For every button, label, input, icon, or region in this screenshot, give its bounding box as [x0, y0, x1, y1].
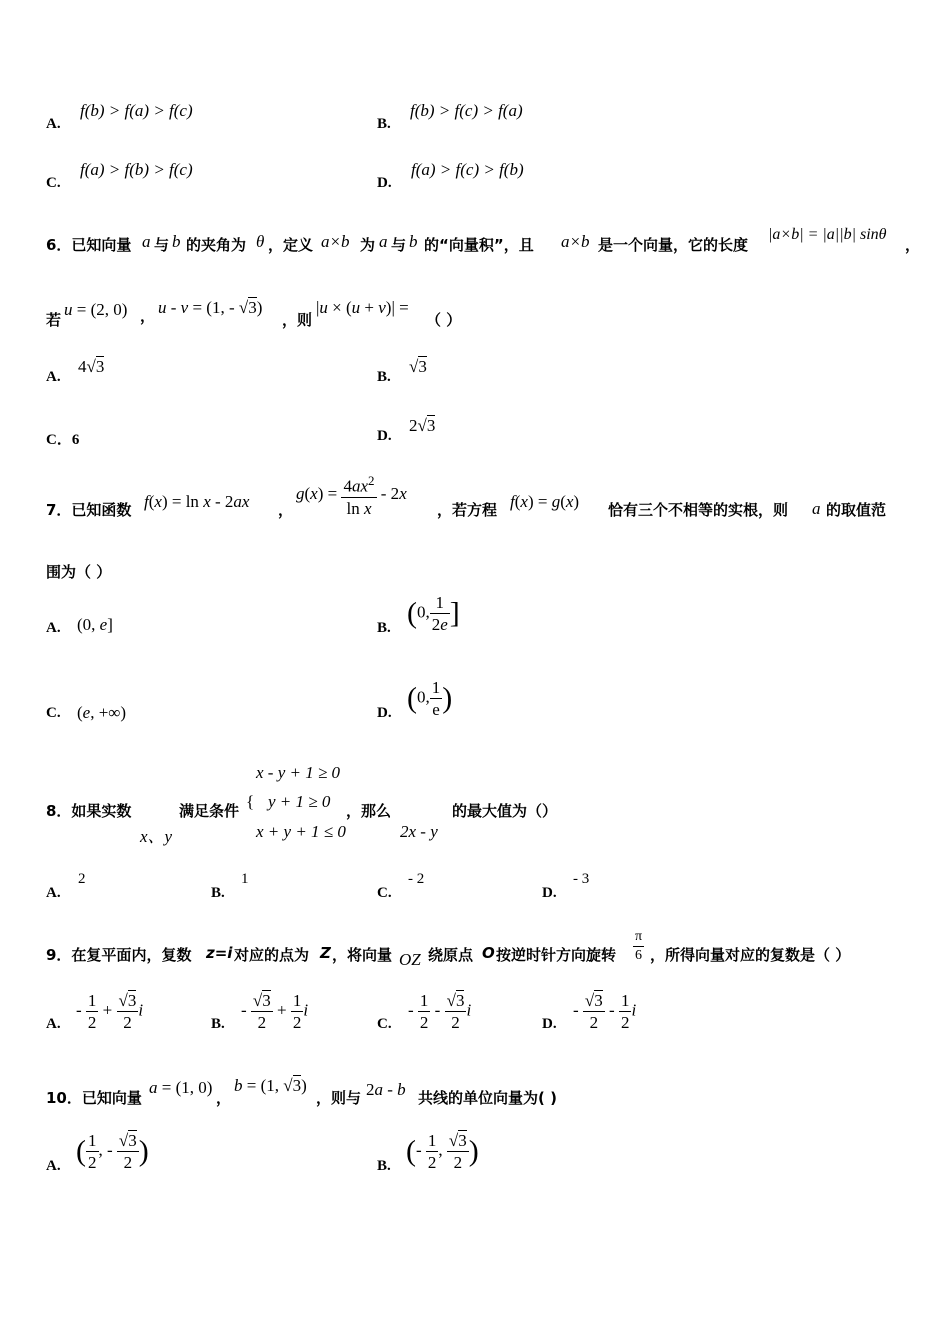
- q9-text: 对应的点为: [234, 946, 310, 964]
- option-label: B.: [211, 1016, 225, 1032]
- option-expr: √3: [409, 357, 427, 376]
- math-var-a: a: [379, 232, 388, 251]
- math-target: 2x - y: [400, 822, 438, 841]
- math-u-def: u = (2, 0): [64, 300, 128, 319]
- option-expr: f(b) > f(a) > f(c): [80, 101, 193, 120]
- math-equation: f(x) = g(x): [510, 492, 580, 511]
- math-cross: a×b: [321, 232, 350, 251]
- option-label: D.: [542, 885, 557, 901]
- q9-text: 9．在复平面内，复数: [46, 946, 192, 964]
- q6-text: 的“向量积”，且: [424, 236, 534, 254]
- math-z: z=i: [206, 944, 233, 962]
- option-label: A.: [46, 620, 61, 636]
- q10-text: 共线的单位向量为( ): [418, 1089, 557, 1107]
- option-expr: (0, $\frac{1}{2e}$ ]: [407, 593, 460, 634]
- option-label: A.: [46, 116, 61, 132]
- q6-text: 与: [391, 236, 407, 254]
- option-expr: - $\frac{√3}{2}$ - $\frac{1}{2}$ i: [573, 991, 637, 1032]
- option-label: C.: [377, 885, 392, 901]
- q10-text: 10．已知向量: [46, 1089, 142, 1107]
- math-2a-minus-b: 2a - b: [366, 1080, 406, 1099]
- q7-text: 恰有三个不相等的实根，则: [608, 501, 789, 519]
- math-vector-oz: OZ: [399, 950, 421, 969]
- math-length-def: |a×b| = |a||b| sinθ: [768, 226, 887, 243]
- q6-text: 6．已知向量: [46, 236, 132, 254]
- q6-text: 与: [154, 236, 170, 254]
- math-var-theta: θ: [256, 232, 265, 251]
- option-label: B.: [377, 116, 391, 132]
- q6-text: 若: [46, 311, 62, 329]
- option-expr: ( $\frac{1}{2}$ , - $\frac{√3}{2}$ ): [76, 1131, 149, 1172]
- option-label: A.: [46, 1016, 61, 1032]
- q6-text: ，: [905, 236, 921, 254]
- q6-paren: （ ）: [426, 311, 462, 329]
- math-var-a: a: [812, 499, 821, 518]
- q8-text: 8．如果实数: [46, 802, 132, 820]
- math-b-def: b = (1, √3): [234, 1076, 307, 1095]
- option-expr: f(b) > f(c) > f(a): [410, 101, 523, 120]
- q9-text: ，所得向量对应的复数是（ ）: [650, 946, 851, 964]
- math-var-b: b: [172, 232, 181, 251]
- option-expr: 2: [78, 871, 86, 887]
- math-vars: x、y: [140, 827, 173, 846]
- math-pi-over-6: $\frac{\pi}{6}$: [635, 929, 643, 963]
- math-var-a: a: [142, 232, 151, 251]
- q6-text: 的夹角为: [186, 236, 247, 254]
- option-label: A.: [46, 885, 61, 901]
- q6-text: ，则: [282, 311, 313, 329]
- option-expr: (e, +∞): [77, 703, 127, 722]
- math-cond-3: x + y + 1 ≤ 0: [256, 822, 346, 841]
- q9-text: 绕原点: [428, 946, 474, 964]
- q10-text: ，则与: [316, 1089, 362, 1107]
- math-var-b: b: [409, 232, 418, 251]
- math-O: O: [482, 944, 495, 962]
- option-label: D.: [377, 175, 392, 191]
- option-expr: - 2: [408, 871, 425, 887]
- option-expr: f(a) > f(c) > f(b): [411, 160, 524, 179]
- option-expr: (- $\frac{1}{2}$ , $\frac{√3}{2}$ ): [406, 1131, 479, 1172]
- option-label: D.: [542, 1016, 557, 1032]
- q7-text: ，若方程: [437, 501, 498, 519]
- q7-text: 7．已知函数: [46, 501, 132, 519]
- math-a-def: a = (1, 0): [149, 1078, 213, 1097]
- option-expr: - $\frac{1}{2}$ + $\frac{√3}{2}$ i: [76, 991, 144, 1032]
- option-expr: 4√3: [78, 357, 105, 376]
- option-expr: 2√3: [409, 416, 436, 435]
- option-expr: - $\frac{√3}{2}$ + $\frac{1}{2}$ i: [241, 991, 309, 1032]
- option-expr: (0, e]: [77, 615, 113, 634]
- q8-text: ，那么: [346, 802, 392, 820]
- option-label: C.: [46, 705, 61, 721]
- option-expr: - 3: [573, 871, 590, 887]
- option-expr: (0, $\frac{1}{e}$ ): [407, 678, 453, 719]
- q9-text: 按逆时针方向旋转: [496, 946, 617, 964]
- math-cond-1: x - y + 1 ≥ 0: [256, 763, 341, 782]
- q6-text: ，: [140, 307, 156, 325]
- option-label: D.: [377, 428, 392, 444]
- option-label: B.: [377, 1158, 391, 1174]
- q6-text: 为: [360, 236, 376, 254]
- q10-text: ，: [216, 1089, 232, 1107]
- q7-text: 围为（ ）: [46, 563, 112, 581]
- option-label: A.: [46, 1158, 61, 1174]
- option-label: C．6: [46, 432, 80, 448]
- option-expr: - $\frac{1}{2}$ - $\frac{√3}{2}$ i: [408, 991, 472, 1032]
- option-label: C.: [377, 1016, 392, 1032]
- q9-text: ，将向量: [332, 946, 393, 964]
- option-label: B.: [377, 620, 391, 636]
- brace-icon: {: [246, 792, 255, 811]
- option-expr: 1: [241, 871, 249, 887]
- q6-text: 是一个向量，它的长度: [598, 236, 749, 254]
- math-cross: a×b: [561, 232, 590, 251]
- math-expr: |u × (u + v)| =: [316, 298, 409, 317]
- math-u-minus-v: u - v = (1, - √3): [158, 298, 263, 317]
- option-label: C.: [46, 175, 61, 191]
- option-expr: f(a) > f(b) > f(c): [80, 160, 193, 179]
- option-label: A.: [46, 369, 61, 385]
- q7-text: ，: [278, 501, 294, 519]
- math-g-def: g(x) = $\frac{4ax^2}{\text{ln x}}$ - 2x: [296, 473, 407, 518]
- option-label: B.: [377, 369, 391, 385]
- q8-text: 满足条件: [179, 802, 240, 820]
- option-label: D.: [377, 705, 392, 721]
- option-label: B.: [211, 885, 225, 901]
- math-Z: Z: [320, 944, 331, 962]
- math-cond-2: y + 1 ≥ 0: [268, 792, 331, 811]
- q8-text: 的最大值为（）: [452, 802, 558, 820]
- math-f-def: f(x) = ln x - 2ax: [144, 492, 250, 511]
- q7-text: 的取值范: [826, 501, 887, 519]
- q6-text: ，定义: [268, 236, 314, 254]
